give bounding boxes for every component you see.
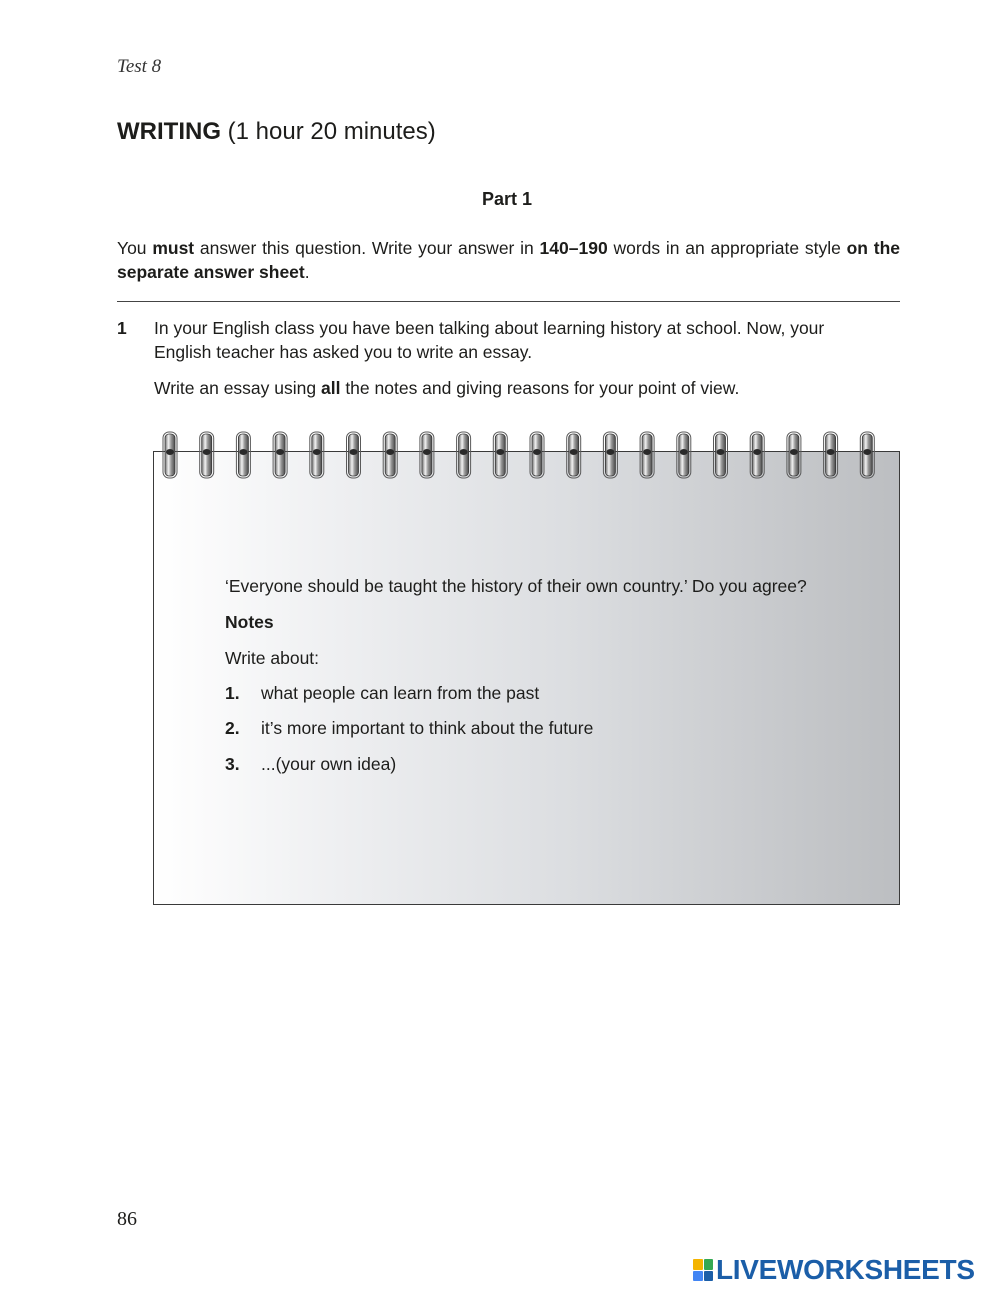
part-title: Part 1	[481, 189, 533, 209]
question-number: 1	[117, 318, 127, 338]
question-instruction-emphasis: all	[320, 378, 341, 398]
instructions	[117, 236, 900, 284]
liveworksheets-icon	[693, 1259, 713, 1281]
spiral-ring-icon	[236, 432, 250, 478]
spiral-ring-icon	[493, 432, 507, 478]
page-number: 86	[117, 1208, 137, 1230]
spiral-ring-icon	[457, 432, 471, 478]
notes-heading: Notes	[225, 612, 274, 632]
instructions-text: words in an appropriate style	[607, 238, 847, 258]
divider	[117, 301, 900, 302]
spiral-ring-icon	[273, 432, 287, 478]
note-text: it’s more important to think about the future	[261, 718, 594, 738]
question-instruction-text: the notes and giving reasons for your point of view.	[340, 378, 740, 398]
section-title-bold: WRITING	[117, 118, 221, 145]
spiral-ring-icon	[530, 432, 544, 478]
section-title	[117, 118, 436, 146]
word-count: 140–190	[539, 238, 608, 258]
question-text: In your English class you have been talking about learning history at school. Now, your English teacher has asked you to write an essay.	[154, 318, 825, 362]
spiral-ring-icon	[567, 432, 581, 478]
note-number: 2.	[225, 718, 240, 738]
logo-tile-i	[704, 1259, 714, 1270]
liveworksheets-wordmark: LIVEWORKSHEETS	[716, 1254, 975, 1285]
essay-prompt: ‘Everyone should be taught the history of their own country.’ Do you agree?	[225, 576, 807, 596]
instructions-emphasis: must	[152, 238, 195, 258]
instructions-text: You	[117, 238, 153, 258]
note-text: what people can learn from the past	[261, 683, 540, 703]
logo-tile-v	[693, 1271, 703, 1282]
note-text: ...(your own idea)	[261, 754, 397, 774]
liveworksheets-logo[interactable]	[693, 1255, 975, 1285]
instructions-text: .	[304, 262, 310, 282]
spiral-ring-icon	[200, 432, 214, 478]
spiral-ring-icon	[383, 432, 397, 478]
note-item	[225, 718, 593, 739]
question-instruction-text: Write an essay using	[154, 378, 321, 398]
running-head: Test 8	[117, 56, 162, 77]
spiral-ring-icon	[860, 432, 874, 478]
spiral-ring-icon	[603, 432, 617, 478]
spiral-ring-icon	[714, 432, 728, 478]
spiral-binding	[160, 430, 895, 482]
spiral-ring-icon	[787, 432, 801, 478]
write-about-label: Write about:	[225, 648, 320, 668]
spiral-ring-icon	[824, 432, 838, 478]
spiral-ring-icon	[163, 432, 177, 478]
note-number: 3.	[225, 754, 240, 774]
note-item	[225, 754, 396, 775]
logo-tile-l	[693, 1259, 703, 1270]
note-item	[225, 683, 539, 704]
instructions-emphasis: on the separate answer sheet	[117, 238, 900, 282]
spiral-ring-icon	[677, 432, 691, 478]
question-instruction	[154, 376, 739, 400]
logo-tile-e	[704, 1271, 714, 1282]
notebook-card	[153, 451, 900, 905]
spiral-ring-icon	[310, 432, 324, 478]
spiral-ring-icon	[347, 432, 361, 478]
spiral-ring-icon	[640, 432, 654, 478]
spiral-ring-icon	[420, 432, 434, 478]
section-title-duration: (1 hour 20 minutes)	[220, 118, 436, 145]
instructions-text: answer this question. Write your answer in	[194, 238, 540, 258]
spiral-ring-icon	[750, 432, 764, 478]
note-number: 1.	[225, 683, 240, 703]
